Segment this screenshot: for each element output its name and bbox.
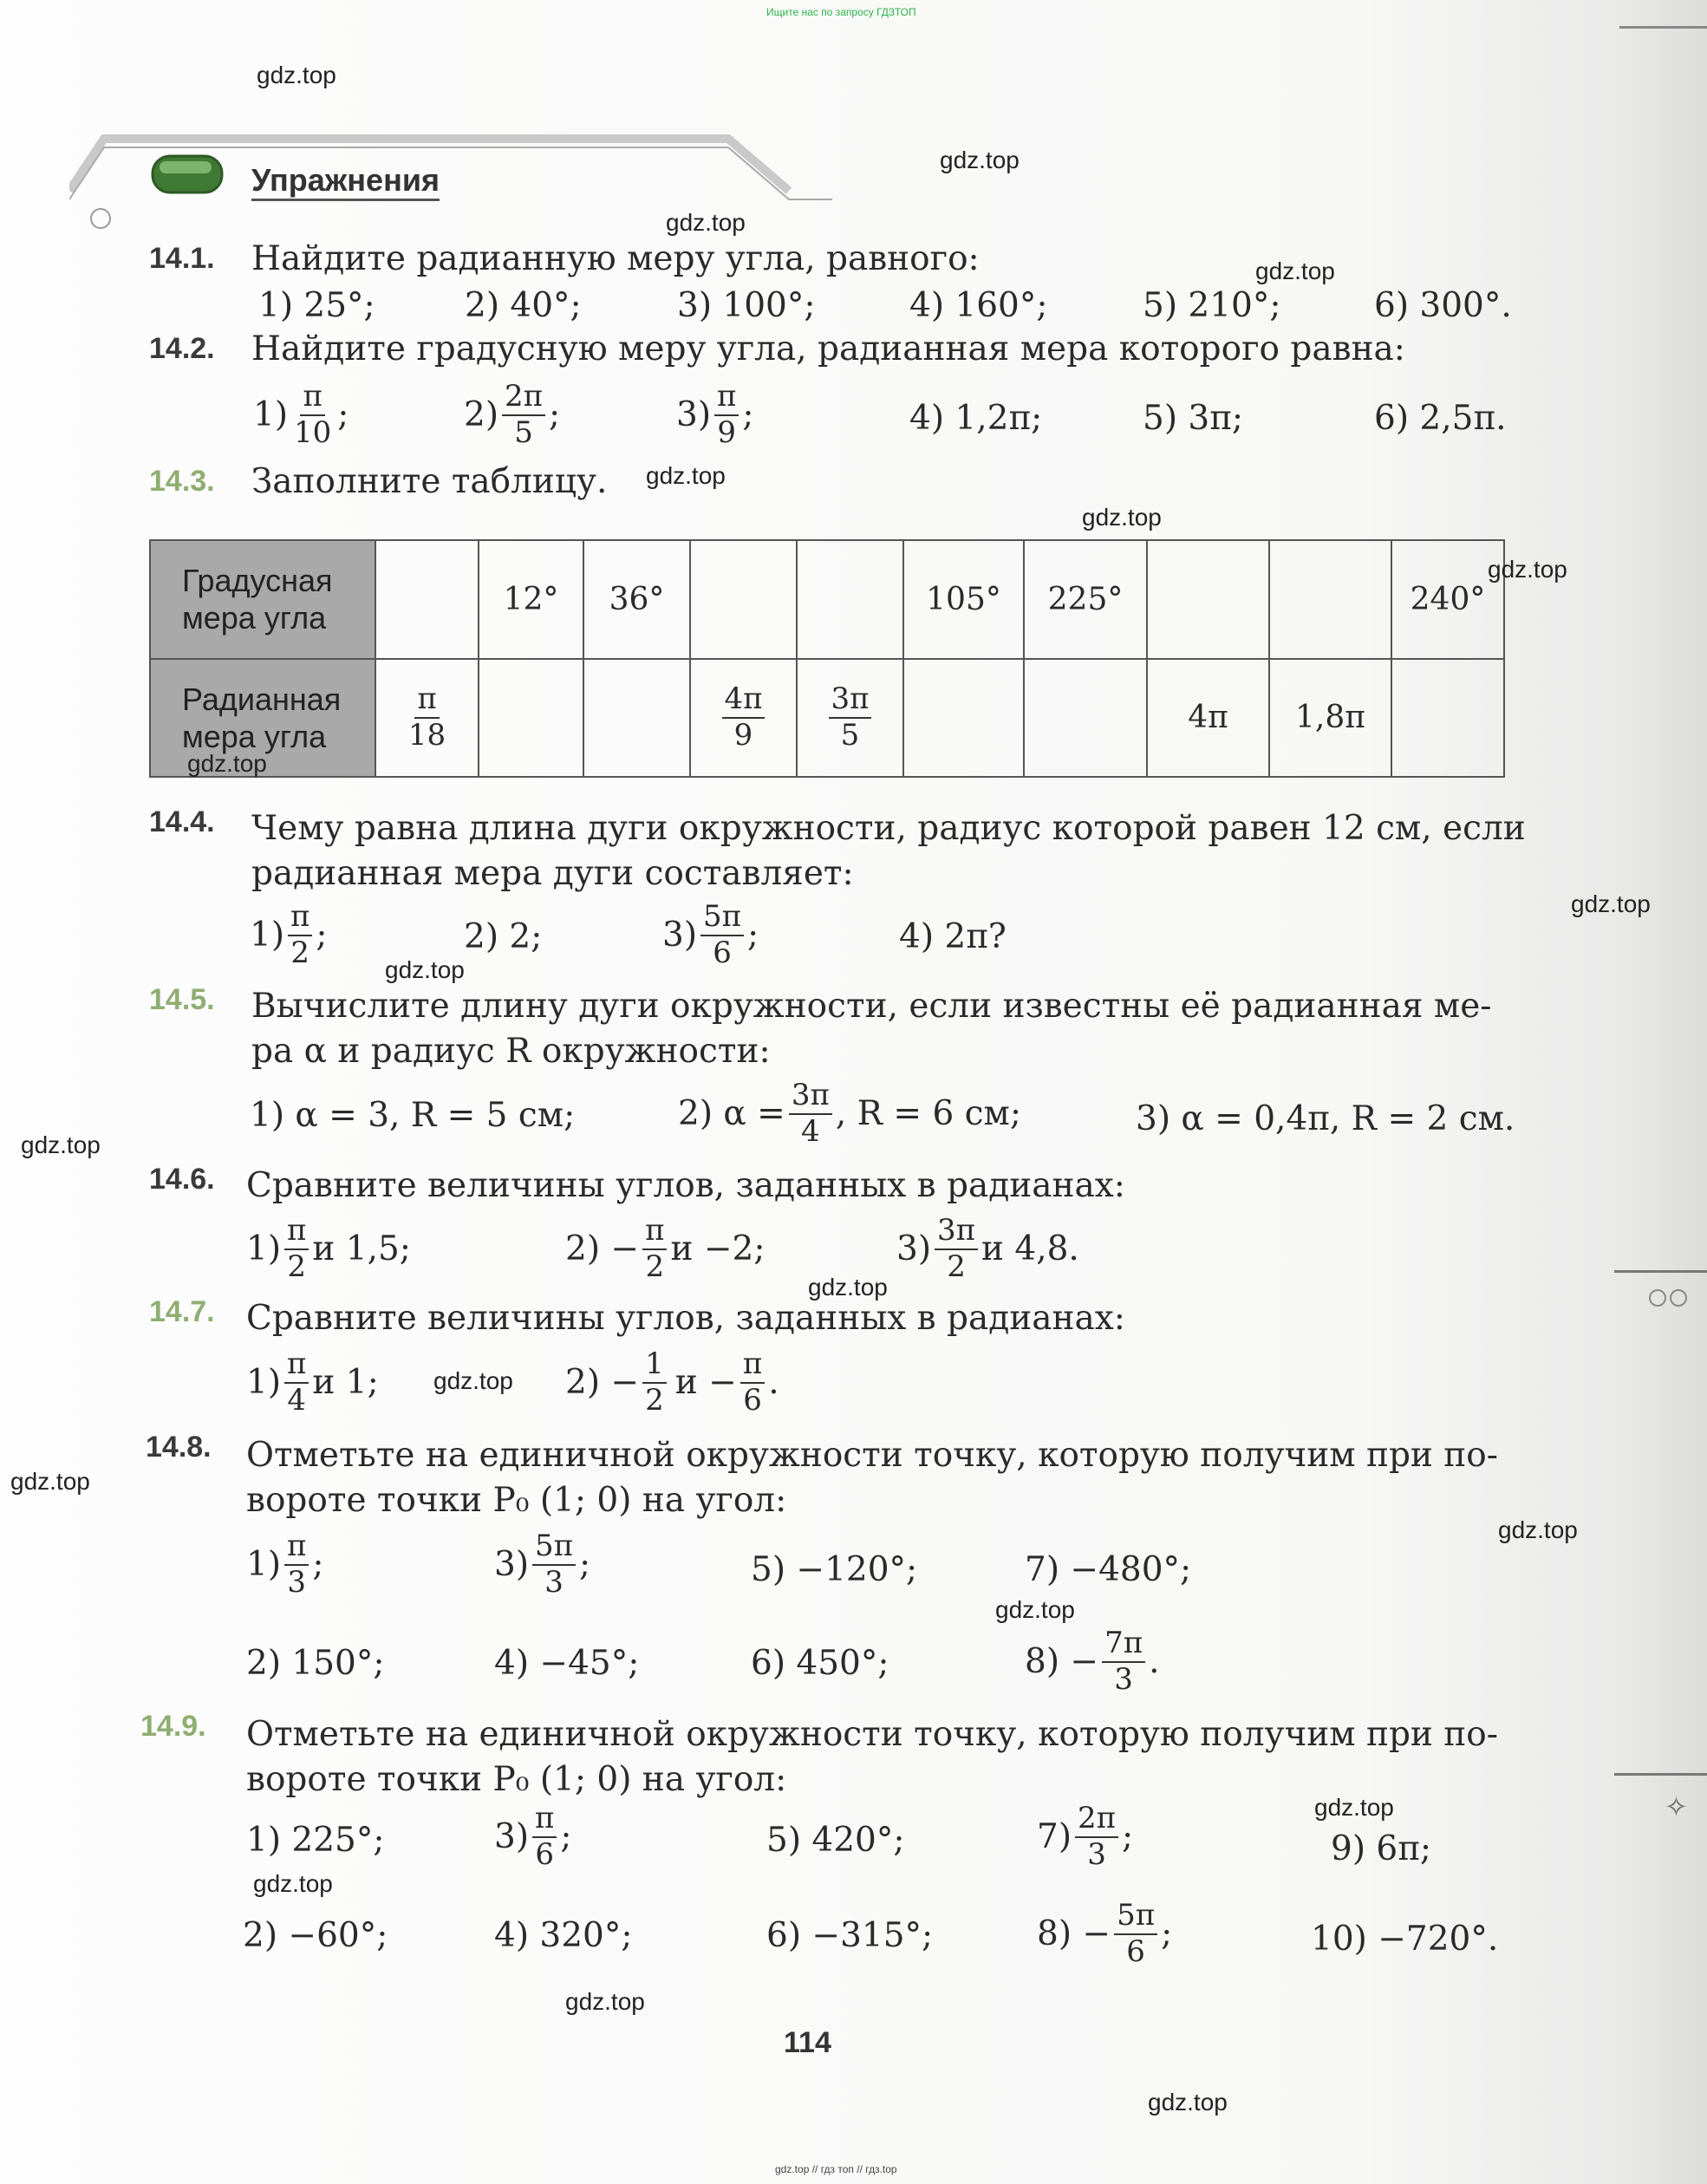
watermark: gdz.top	[10, 1468, 90, 1495]
answer-item: 3) α = 0,4π, R = 2 см.	[1136, 1099, 1515, 1138]
watermark: gdz.top	[1571, 890, 1651, 917]
top-banner[interactable]: Ищите нас по запросу ГДЗТОП	[766, 6, 916, 18]
exercise-text: Чему равна длина дуги окружности, радиус которой равен 12 см, если	[251, 809, 1526, 848]
answer-item: 1) $\frac{\pi}{4}$ и 1;	[246, 1346, 379, 1418]
answer-item: 1) 25°;	[258, 286, 375, 325]
table-cell: 36°	[583, 540, 690, 659]
watermark: gdz.top	[21, 1131, 101, 1158]
exercise-number: 14.8.	[146, 1431, 212, 1464]
watermark: gdz.top	[1082, 504, 1162, 531]
circle-marker-icon	[90, 208, 111, 229]
exercise-text: Найдите градусную меру угла, радианная мера которого равна:	[251, 329, 1405, 368]
answer-item: 8) − $\frac{7\pi}{3}$ .	[1025, 1626, 1160, 1697]
answer-item: 7) −480°;	[1025, 1550, 1192, 1589]
answer-item: 4) 320°;	[494, 1916, 633, 1955]
table-row	[150, 540, 1504, 659]
right-edge-line-2	[1614, 1773, 1707, 1776]
answer-item: 6) 300°.	[1374, 286, 1512, 325]
answer-item: 2) 150°;	[246, 1644, 385, 1683]
answer-item: 3) $\frac{5\pi}{3}$ ;	[494, 1529, 591, 1600]
answer-item: 1) $\frac{\pi}{3}$ ;	[246, 1529, 324, 1600]
watermark: gdz.top	[1255, 258, 1335, 284]
answer-item: 1) $\frac{\pi}{2}$ и 1,5;	[246, 1213, 411, 1284]
watermark: gdz.top	[1314, 1794, 1394, 1821]
section-title: Упражнения	[251, 162, 440, 201]
watermark: gdz.top	[253, 1870, 333, 1897]
header-band	[69, 130, 815, 199]
star-icon: ✧	[1665, 1790, 1688, 1823]
answer-item: 3) $\frac{\pi}{9}$ ;	[676, 379, 754, 450]
watermark: gdz.top	[995, 1596, 1075, 1623]
watermark: gdz.top	[940, 147, 1020, 173]
answer-item: 4) 160°;	[909, 286, 1048, 325]
table-cell: 1,8π	[1269, 659, 1391, 778]
answer-item: 6) −315°;	[766, 1916, 934, 1955]
watermark: gdz.top	[187, 750, 267, 777]
answer-item: 4) 1,2π;	[909, 399, 1043, 438]
answer-item: 7) $\frac{2\pi}{3}$ ;	[1037, 1801, 1134, 1872]
table-cell: 105°	[903, 540, 1024, 659]
answer-item: 6) 2,5π.	[1374, 399, 1507, 438]
table-cell	[690, 540, 797, 659]
watermark: gdz.top	[1148, 2089, 1228, 2116]
exercise-number: 14.2.	[149, 332, 215, 365]
table-cell: $\frac{3\pi}{5}$	[797, 659, 903, 778]
watermark: gdz.top	[565, 1988, 645, 2015]
answer-item: 5) 210°;	[1143, 286, 1281, 325]
page-number: 114	[784, 2026, 831, 2059]
exercise-text: вороте точки P₀ (1; 0) на угол:	[246, 1481, 787, 1520]
answer-item: 4) 2π?	[899, 917, 1007, 956]
exercise-number: 14.9.	[140, 1710, 206, 1743]
answer-item: 9) 6π;	[1331, 1829, 1432, 1868]
exercise-text: Отметьте на единичной окружности точку, которую получим при по-	[246, 1436, 1498, 1475]
conversion-table	[149, 539, 1505, 778]
table-cell	[1269, 540, 1391, 659]
answer-item: 2) α = $\frac{3\pi}{4}$ , R = 6 см;	[678, 1078, 1021, 1149]
table-cell: $\frac{4\pi}{9}$	[690, 659, 797, 778]
answer-item: 2) 40°;	[465, 286, 582, 325]
exercise-text: Сравните величины углов, заданных в радианах:	[246, 1166, 1125, 1205]
table-cell	[1391, 659, 1504, 778]
exercise-number: 14.4.	[149, 805, 215, 838]
table-cell: 225°	[1024, 540, 1147, 659]
watermark: gdz.top	[433, 1367, 513, 1394]
answer-item: 5) −120°;	[751, 1550, 918, 1589]
table-cell: $\frac{\pi}{18}$	[375, 659, 479, 778]
table-cell	[797, 540, 903, 659]
watermark: gdz.top	[1498, 1516, 1578, 1543]
answer-item: 3) $\frac{5\pi}{6}$ ;	[662, 899, 759, 970]
answer-item: 6) 450°;	[751, 1644, 889, 1683]
watermark: gdz.top	[1488, 556, 1567, 583]
exercise-text: вороте точки P₀ (1; 0) на угол:	[246, 1760, 787, 1799]
exercise-text: Заполните таблицу.	[251, 462, 608, 501]
answer-item: 3) $\frac{3\pi}{2}$ и 4,8.	[896, 1213, 1079, 1284]
exercise-text: Сравните величины углов, заданных в радианах:	[246, 1299, 1125, 1338]
table-cell	[583, 659, 690, 778]
watermark: gdz.top	[666, 209, 746, 236]
table-cell	[375, 540, 479, 659]
table-cell	[903, 659, 1024, 778]
watermark: gdz.top	[257, 62, 336, 88]
exercise-text: Найдите радианную меру угла, равного:	[251, 239, 980, 278]
table-cell: 12°	[479, 540, 583, 659]
answer-item: 2) − $\frac{\pi}{2}$ и −2;	[565, 1213, 766, 1284]
answer-item: 8) − $\frac{5\pi}{6}$ ;	[1037, 1898, 1173, 1969]
exercise-number: 14.7.	[149, 1295, 215, 1328]
watermark: gdz.top	[808, 1274, 888, 1301]
double-circle-icon	[1647, 1288, 1699, 1317]
table-cell	[1024, 659, 1147, 778]
exercise-number: 14.1.	[149, 242, 215, 275]
table-header-cell: Радианная мера угла	[150, 659, 375, 778]
exercise-text: Вычислите длину дуги окружности, если известны её радианная ме-	[251, 987, 1492, 1026]
table-cell	[1147, 540, 1269, 659]
table-cell: 4π	[1147, 659, 1269, 778]
answer-item: 5) 3π;	[1143, 399, 1244, 438]
watermark: gdz.top	[385, 956, 465, 983]
answer-item: 4) −45°;	[494, 1644, 640, 1683]
exercise-text: ра α и радиус R окружности:	[251, 1032, 771, 1071]
exercise-number: 14.6.	[149, 1163, 215, 1196]
answer-item: 3) 100°;	[677, 286, 816, 325]
table-row	[150, 659, 1504, 778]
answer-item: 1) $\frac{\pi}{10}$ ;	[253, 379, 349, 450]
exercise-text: радианная мера дуги составляет:	[251, 854, 854, 893]
answer-item: 2) −60°;	[243, 1916, 388, 1955]
answer-item: 1) $\frac{\pi}{2}$ ;	[250, 899, 328, 970]
table-header-cell: Градусная мера угла	[150, 540, 375, 659]
watermark: gdz.top	[646, 462, 726, 489]
bottom-banner[interactable]: gdz.top // гдз топ // гдз.top	[775, 2163, 897, 2175]
exercise-text: Отметьте на единичной окружности точку, которую получим при по-	[246, 1715, 1498, 1754]
exercise-number: 14.5.	[149, 983, 215, 1016]
answer-item: 1) α = 3, R = 5 см;	[250, 1096, 576, 1135]
table-cell	[479, 659, 583, 778]
answer-item: 10) −720°.	[1311, 1920, 1499, 1959]
answer-item: 3) $\frac{\pi}{6}$ ;	[494, 1801, 572, 1872]
table-cell: 240°	[1391, 540, 1504, 659]
answer-item: 2) $\frac{2\pi}{5}$ ;	[464, 379, 561, 450]
answer-item: 2) 2;	[464, 917, 543, 956]
answer-item: 5) 420°;	[766, 1821, 905, 1860]
exercise-number: 14.3.	[149, 465, 215, 498]
right-edge-line	[1614, 1270, 1707, 1273]
answer-item: 1) 225°;	[246, 1821, 385, 1860]
right-edge-line-top	[1619, 26, 1707, 29]
answer-item: 2) − $\frac{1}{2}$ и − $\frac{\pi}{6}$ .	[565, 1346, 779, 1418]
